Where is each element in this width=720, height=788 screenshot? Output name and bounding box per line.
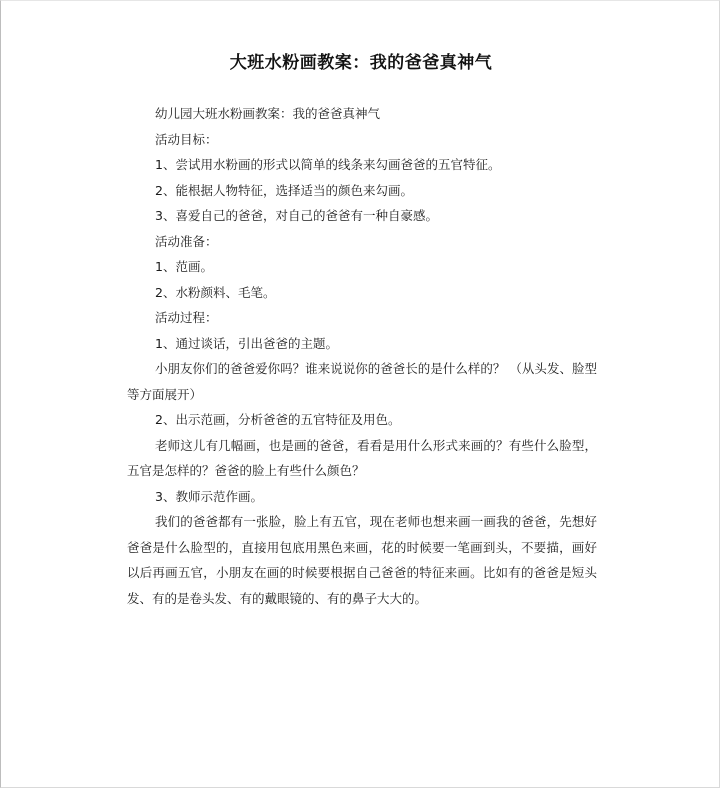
- paragraph-prep-heading: 活动准备：: [155, 233, 218, 249]
- paragraph-prep-1: 1、范画。: [155, 259, 213, 274]
- document-title: 大班水粉画教案：我的爸爸真神气: [229, 53, 493, 73]
- paragraph-step-2: 2、出示范画，分析爸爸的五官特征及用色。: [155, 412, 401, 427]
- paragraph-step-1-detail: 小朋友你们的爸爸爱你吗？谁来说说你的爸爸长的是什么样的？ （从头发、脸型等方面展开）: [127, 361, 597, 402]
- paragraph-goal-3: 3、喜爱自己的爸爸，对自己的爸爸有一种自豪感。: [155, 208, 438, 223]
- paragraph-step-1: 1、通过谈话，引出爸爸的主题。: [155, 335, 338, 351]
- paragraph-goal-2: 2、能根据人物特征，选择适当的颜色来勾画。: [155, 182, 413, 198]
- paragraph-step-3: 3、教师示范作画。: [155, 488, 263, 504]
- paragraph-step-3-detail: 我们的爸爸都有一张脸，脸上有五官，现在老师也想来画一画我的爸爸，先想好爸爸是什么脸型的，直接用包底用黑色来画，花的时候要一笔画到头，不要描，画好以后再画五官，小朋友在画的时候要根据自己爸爸的特征来画。比如有的爸爸是短头发、有的是卷头发、有的戴眼镜的、有的鼻子大大的。: [127, 514, 597, 606]
- paragraph-step-2-detail: 老师这儿有几幅画，也是画的爸爸，看看是用什么形式来画的？有些什么脸型，五官是怎样的？爸爸的脸上有些什么颜色？: [127, 437, 597, 478]
- paragraph-goals-heading: 活动目标：: [155, 131, 218, 147]
- paragraph-goal-1: 1、尝试用水粉画的形式以简单的线条来勾画爸爸的五官特征。: [155, 157, 501, 172]
- paragraph-prep-2: 2、水粉颜料、毛笔。: [155, 284, 276, 300]
- paragraph-intro: 幼儿园大班水粉画教案：我的爸爸真神气: [155, 106, 381, 121]
- paragraph-process-heading: 活动过程：: [155, 310, 218, 325]
- document-body: [127, 101, 597, 611]
